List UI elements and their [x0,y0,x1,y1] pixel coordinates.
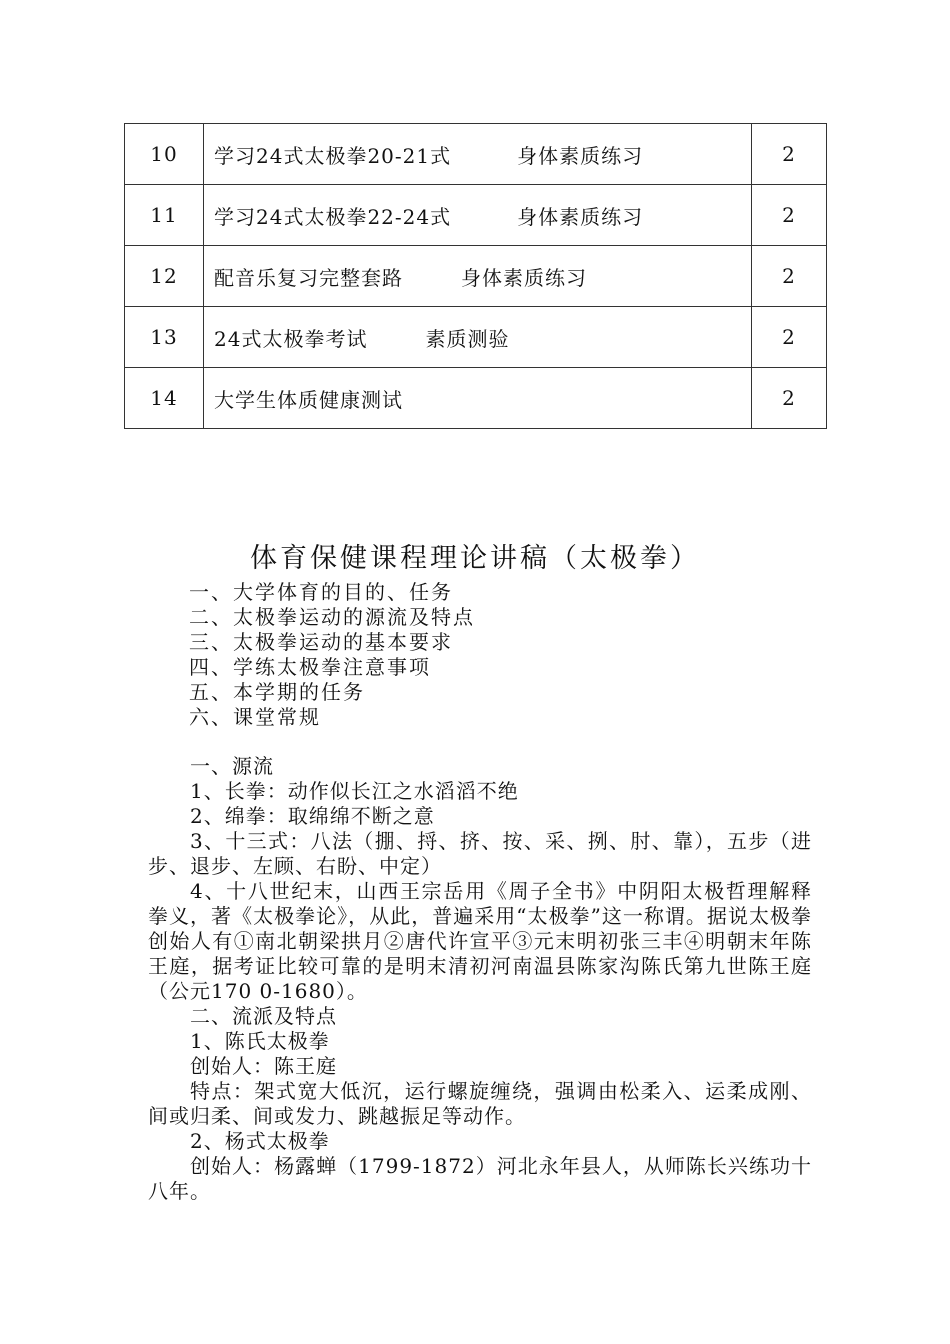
lesson-hours: 2 [752,307,827,368]
paragraph: 1、陈氏太极拳 [190,1029,330,1053]
lesson-topic: 配音乐复习完整套路 [214,265,403,290]
paragraph: 3、十三式：八法（掤、捋、挤、按、采、挒、肘、靠），五步（进步、退步、左顾、右盼、中定） [148,829,812,878]
outline-item: 三、太极拳运动的基本要求 [189,630,453,654]
lesson-content [204,368,752,429]
course-schedule-table [124,123,827,429]
section-heading: 一、源流 [190,754,274,778]
outline-item: 一、大学体育的目的、任务 [189,580,453,604]
lesson-extra: 身体素质练习 [461,265,587,290]
lesson-content [204,307,752,368]
outline-item: 四、学练太极拳注意事项 [189,655,431,679]
paragraph: 4、十八世纪末，山西王宗岳用《周子全书》中阴阳太极哲理解释拳义，著《太极拳论》，从此，普遍采用“太极拳”这一称谓。据说太极拳创始人有①南北朝梁拱月②唐代许宣平③元末明初张三丰④明朝末年陈王庭，据考证比较可靠的是明末清初河南温县陈家沟陈氏第九世陈王庭（公元170 0-1680）。 [148,879,812,1003]
lesson-hours: 2 [752,185,827,246]
outline-item: 五、本学期的任务 [189,680,365,704]
lesson-extra: 身体素质练习 [517,204,644,229]
lesson-hours: 2 [752,368,827,429]
outline-item: 二、太极拳运动的源流及特点 [189,605,475,629]
table-row [125,185,827,246]
table-row [125,246,827,307]
lecture-outline [189,580,475,730]
lesson-content [204,246,752,307]
lesson-hours: 2 [752,124,827,185]
outline-item: 六、课堂常规 [189,705,321,729]
lecture-body [148,754,812,1204]
table-row [125,307,827,368]
lesson-topic: 学习24式太极拳22-24式 [214,204,452,229]
lesson-content [204,124,752,185]
table-row [125,124,827,185]
lesson-topic: 24式太极拳考试 [214,326,368,351]
lesson-number: 11 [125,185,204,246]
lesson-topic: 大学生体质健康测试 [214,387,403,412]
lecture-title: 体育保健课程理论讲稿（太极拳） [250,543,700,574]
paragraph: 2、绵拳：取绵绵不断之意 [190,804,435,828]
paragraph: 2、杨式太极拳 [190,1129,330,1153]
paragraph: 创始人：杨露蝉（1799-1872）河北永年县人，从师陈长兴练功十八年。 [148,1154,812,1203]
paragraph: 创始人：陈王庭 [190,1054,337,1078]
lesson-number: 14 [125,368,204,429]
paragraph: 1、长拳：动作似长江之水滔滔不绝 [190,779,519,803]
lesson-number: 10 [125,124,204,185]
lesson-topic: 学习24式太极拳20-21式 [214,143,452,168]
lesson-extra: 素质测验 [425,326,510,351]
lesson-content [204,185,752,246]
lesson-number: 12 [125,246,204,307]
paragraph: 特点：架式宽大低沉，运行螺旋缠绕，强调由松柔入、运柔成刚、间或归柔、间或发力、跳越振足等动作。 [148,1079,812,1128]
table-row [125,368,827,429]
lesson-number: 13 [125,307,204,368]
lesson-hours: 2 [752,246,827,307]
lesson-extra: 身体素质练习 [517,143,644,168]
section-heading: 二、流派及特点 [190,1004,337,1028]
